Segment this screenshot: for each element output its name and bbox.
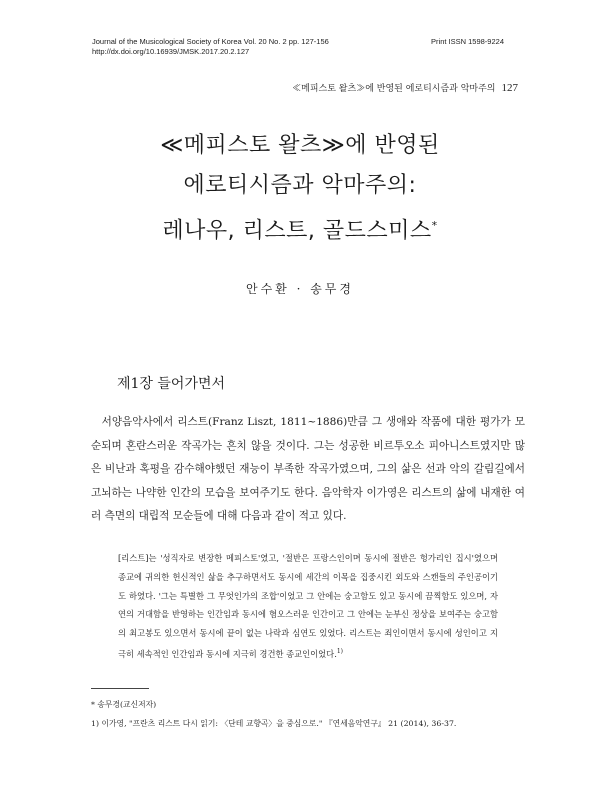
body-paragraph: 서양음악사에서 리스트(Franz Liszt, 1811~1886)만큼 그 생애와 작품에 대한 평가가 모순되며 혼란스러운 작곡가는 흔치 않을 것이다. 그는 성공한 비르투오소 피아니스트였지만 많은 비난과 혹평을 감수해야했던 재능이 부족한 작곡가였으며, 그의 삶은 선과 악의 갈림길에서 고뇌하는 나약한 인간의 모습을 보여주기도 한다. 음악학자 이가영은 리스트의 삶에 내재한 여러 측면의 대립적 모순들에 대해 다음과 같이 적고 있다. (91, 416, 525, 522)
section-heading: 제1장 들어가면서 (117, 376, 226, 392)
issn: Print ISSN 1598-9224 (431, 37, 504, 46)
article-title (0, 126, 600, 251)
title-line-3 (0, 206, 600, 251)
footnote-divider (91, 688, 149, 689)
title-line-2: 에로티시즘과 악마주의: (183, 173, 417, 198)
footnote-corresponding-author: * 송무경(교신저자) (91, 700, 157, 709)
running-title: ≪메피스토 왈츠≫에 반영된 에로티시즘과 악마주의 (292, 84, 496, 94)
quote-text: [리스트]는 '성직자로 변장한 메피스토'였고, '절반은 프랑스인이며 동시에 절반은 헝가리인 집시'였으며 종교에 귀의한 헌신적인 삶을 추구하면서도 동시에 세간의 이목을 집중시킨 외도와 스캔들의 주인공이기도 하였다. '그는 특별한 그 무엇인가의 조합'이었고 그 안에는 숭고함도 있고 동시에 끔찍함도 있으며, 자연의 거대함을 반영하는 인간임과 동시에 혐오스러운 인간이고 그 안에는 눈부신 정상을 보여주는 숭고함의 최고봉도 있으면서 동시에 끝이 없는 나락과 심연도 있었다. 리스트는 죄인이면서 동시에 성인이고 지극히 세속적인 인간임과 동시에 지극히 경건한 종교인이었다. (118, 553, 498, 659)
title-line-3-text: 레나우, 리스트, 골드스미스 (162, 218, 432, 244)
page-number: 127 (501, 82, 518, 94)
doi-link[interactable]: http://dx.doi.org/10.16939/JMSK.2017.20.2.127 (92, 47, 250, 56)
authors: 안수환 · 송무경 (246, 282, 354, 296)
title-footnote-mark: * (431, 219, 438, 232)
quote-footnote-mark: 1) (336, 647, 344, 655)
running-head (292, 81, 518, 94)
journal-info (92, 37, 329, 57)
block-quote (118, 549, 498, 664)
title-line-1: ≪메피스토 왈츠≫에 반영된 (160, 133, 440, 158)
footnote-1: 1) 이가영, "프란츠 리스트 다시 읽기: 〈단테 교향곡〉을 중심으로." 『연세음악연구』 21 (2014), 36-37. (91, 719, 457, 728)
journal-citation: Journal of the Musicological Society of Korea Vol. 20 No. 2 pp. 127-156 (92, 37, 329, 46)
